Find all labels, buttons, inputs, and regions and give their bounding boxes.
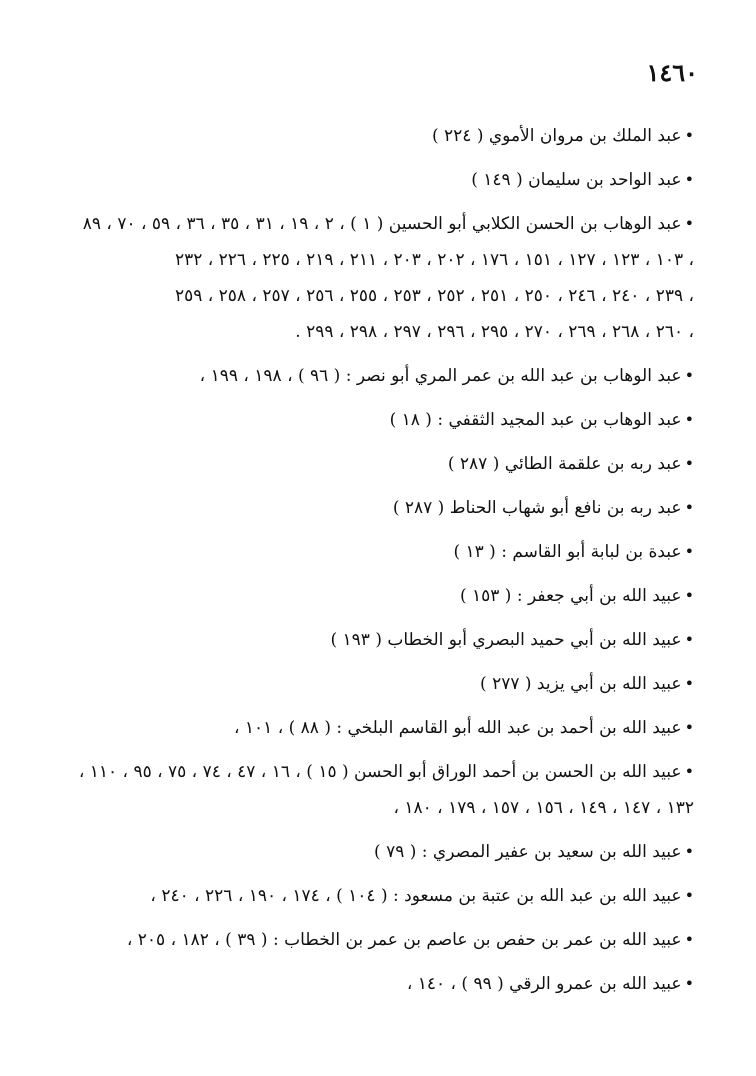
entry-text: عبد الوهاب بن عبد المجيد الثقفي : ( ١٨ ) xyxy=(389,410,682,430)
entry-text: عبيد الله بن عمر بن حفص بن عاصم بن عمر بن الخطاب : ( ٣٩ ) ، ١٨٢ ، ٢٠٥ ، xyxy=(126,930,682,950)
entry-first-line xyxy=(54,358,694,394)
entry-text: عبيد الله بن سعيد بن عفير المصري : ( ٧٩ ) xyxy=(374,842,682,862)
index-entry xyxy=(54,878,694,914)
index-entry xyxy=(54,206,694,350)
index-entry xyxy=(54,578,694,614)
entry-text: عبيد الله بن أحمد بن عبد الله أبو القاسم البلخي : ( ٨٨ ) ، ١٠١ ، xyxy=(234,718,682,738)
bullet-icon: • xyxy=(684,410,694,429)
entry-first-line xyxy=(54,834,694,870)
entry-continuation-line xyxy=(54,278,694,314)
bullet-icon: • xyxy=(684,366,694,385)
entry-first-line xyxy=(54,490,694,526)
bullet-icon: • xyxy=(684,930,694,949)
entry-continuation-line xyxy=(54,314,694,350)
bullet-icon: • xyxy=(684,586,694,605)
entry-first-line xyxy=(54,922,694,958)
index-entry xyxy=(54,966,694,1002)
entry-text: ، ٢٦٠ ، ٢٦٨ ، ٢٦٩ ، ٢٧٠ ، ٢٩٥ ، ٢٩٦ ، ٢٩٧ ، ٢٩٨ ، ٢٩٩ . xyxy=(295,322,694,342)
index-entry xyxy=(54,666,694,702)
entry-text: عبد الملك بن مروان الأموي ( ٢٢٤ ) xyxy=(431,126,682,146)
entry-first-line xyxy=(54,754,694,790)
entry-text: عبيد الله بن الحسن بن أحمد الوراق أبو الحسن ( ١٥ ) ، ١٦ ، ٤٧ ، ٧٤ ، ٧٥ ، ٩٥ ، ١١٠ ، xyxy=(78,762,682,782)
bullet-icon: • xyxy=(684,170,694,189)
entry-text: عبيد الله بن أبي يزيد ( ٢٧٧ ) xyxy=(480,674,682,694)
entry-first-line xyxy=(54,666,694,702)
entry-text: عبيد الله بن عبد الله بن عتبة بن مسعود : ( ١٠٤ ) ، ١٧٤ ، ١٩٠ ، ٢٢٦ ، ٢٤٠ ، xyxy=(150,886,682,906)
index-entry xyxy=(54,446,694,482)
bullet-icon: • xyxy=(684,674,694,693)
bullet-icon: • xyxy=(684,126,694,145)
bullet-icon: • xyxy=(684,498,694,517)
entry-first-line xyxy=(54,966,694,1002)
entry-first-line xyxy=(54,622,694,658)
index-entry xyxy=(54,622,694,658)
entry-first-line xyxy=(54,402,694,438)
index-entry xyxy=(54,162,694,198)
entry-text: عبد الوهاب بن الحسن الكلابي أبو الحسين ( ١ ) ، ٢ ، ١٩ ، ٣١ ، ٣٥ ، ٣٦ ، ٥٩ ، ٧٠ ، ٨٩ xyxy=(82,214,682,234)
index-entry xyxy=(54,490,694,526)
index-entry xyxy=(54,118,694,154)
bullet-icon: • xyxy=(684,886,694,905)
entry-text: عبدة بن لبابة أبو القاسم : ( ١٣ ) xyxy=(453,542,682,562)
entry-first-line xyxy=(54,118,694,154)
entry-first-line xyxy=(54,162,694,198)
entry-text: ١٣٢ ، ١٤٧ ، ١٤٩ ، ١٥٦ ، ١٥٧ ، ١٧٩ ، ١٨٠ ، xyxy=(393,798,694,818)
bullet-icon: • xyxy=(684,214,694,233)
entry-text: ، ٢٣٩ ، ٢٤٠ ، ٢٤٦ ، ٢٥٠ ، ٢٥١ ، ٢٥٢ ، ٢٥٣ ، ٢٥٥ ، ٢٥٦ ، ٢٥٧ ، ٢٥٨ ، ٢٥٩ xyxy=(174,286,694,306)
bullet-icon: • xyxy=(684,454,694,473)
entry-text: عبد الواحد بن سليمان ( ١٤٩ ) xyxy=(471,170,682,190)
page-number: ١٤٦٠ xyxy=(646,58,698,87)
index-entry xyxy=(54,710,694,746)
bullet-icon: • xyxy=(684,542,694,561)
entry-first-line xyxy=(54,534,694,570)
entry-first-line xyxy=(54,878,694,914)
index-entry xyxy=(54,402,694,438)
entry-text: عبد ربه بن علقمة الطائي ( ٢٨٧ ) xyxy=(447,454,682,474)
index-entry xyxy=(54,922,694,958)
index-entry-list xyxy=(54,118,694,1010)
entry-first-line xyxy=(54,578,694,614)
entry-text: ، ١٠٣ ، ١٢٣ ، ١٢٧ ، ١٥١ ، ١٧٦ ، ٢٠٢ ، ٢٠٣ ، ٢١١ ، ٢١٩ ، ٢٢٥ ، ٢٢٦ ، ٢٣٢ xyxy=(174,250,694,270)
entry-text: عبيد الله بن أبي جعفر : ( ١٥٣ ) xyxy=(459,586,682,606)
index-entry xyxy=(54,534,694,570)
index-entry xyxy=(54,754,694,826)
bullet-icon: • xyxy=(684,762,694,781)
index-entry xyxy=(54,358,694,394)
entry-first-line xyxy=(54,206,694,242)
entry-continuation-line xyxy=(54,242,694,278)
index-entry xyxy=(54,834,694,870)
bullet-icon: • xyxy=(684,974,694,993)
bullet-icon: • xyxy=(684,842,694,861)
entry-text: عبد ربه بن نافع أبو شهاب الحناط ( ٢٨٧ ) xyxy=(392,498,682,518)
entry-text: عبيد الله بن أبي حميد البصري أبو الخطاب ( ١٩٣ ) xyxy=(330,630,682,650)
bullet-icon: • xyxy=(684,718,694,737)
entry-text: عبد الوهاب بن عبد الله بن عمر المري أبو نصر : ( ٩٦ ) ، ١٩٨ ، ١٩٩ ، xyxy=(199,366,682,386)
entry-text: عبيد الله بن عمرو الرقي ( ٩٩ ) ، ١٤٠ ، xyxy=(406,974,682,994)
entry-continuation-line xyxy=(54,790,694,826)
entry-first-line xyxy=(54,446,694,482)
entry-first-line xyxy=(54,710,694,746)
bullet-icon: • xyxy=(684,630,694,649)
